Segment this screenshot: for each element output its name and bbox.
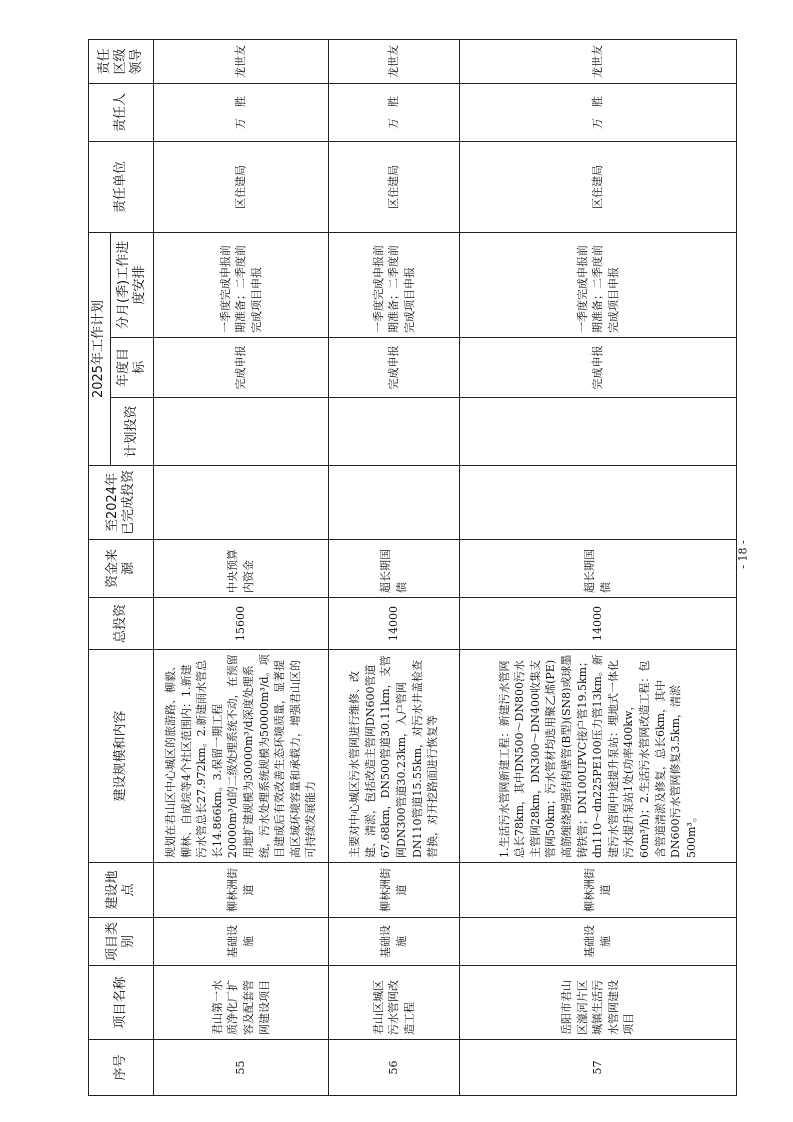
cell-unit: 区住建局 xyxy=(154,141,329,232)
header-location: 建设地点 xyxy=(89,863,154,918)
cell-person: 万 胜 xyxy=(460,83,737,141)
header-seq: 序号 xyxy=(89,1040,154,1096)
header-fund: 资金来源 xyxy=(89,540,154,598)
header-year-goal: 年度目标 xyxy=(111,338,154,398)
cell-seq: 56 xyxy=(329,1040,460,1096)
cell-name: 君山第一水质净化厂扩容及配套管网建设项目 xyxy=(154,966,329,1040)
cell-fund: 中央预算内资金 xyxy=(154,540,329,598)
rotated-table-container xyxy=(88,44,736,1096)
cell-person: 万 胜 xyxy=(329,83,460,141)
table-header xyxy=(89,39,154,1095)
cell-location: 柳林洲街道 xyxy=(154,863,329,918)
cell-unit: 区住建局 xyxy=(460,141,737,232)
header-plan-group: 2025年工作计划 xyxy=(89,232,111,465)
header-total: 总投资 xyxy=(89,598,154,650)
table-row xyxy=(154,39,329,1095)
cell-unit: 区住建局 xyxy=(329,141,460,232)
cell-scope: 主要对中心城区污水管网进行维修、改建、清淤，包括改造主管网DN600管道67.68km，DN500管道30.11km，支管网DN300管道30.23km，入户管网DN110管道15.55km，对污水井盖检查替换，对开挖路面进行恢复等 xyxy=(329,650,460,863)
table-row xyxy=(460,39,737,1095)
cell-category: 基础设施 xyxy=(329,918,460,966)
cell-leader: 龙世友 xyxy=(154,39,329,83)
cell-leader: 龙世友 xyxy=(460,39,737,83)
cell-fund: 超长期国债 xyxy=(329,540,460,598)
header-scope: 建设规模和内容 xyxy=(89,650,154,863)
cell-plan-invest xyxy=(329,398,460,466)
cell-done2024 xyxy=(154,466,329,540)
page-number: - 18 - xyxy=(736,540,750,569)
cell-done2024 xyxy=(460,466,737,540)
cell-leader: 龙世友 xyxy=(329,39,460,83)
cell-name: 岳阳市君山区濠河片区城镇生活污水管网建设项目 xyxy=(460,966,737,1040)
header-person: 责任人 xyxy=(89,83,154,141)
cell-scope: 1.生活污水管网新建工程：新建污水管网总长78km，其中DN500～DN800污水主管网28km，DN300～DN400收集支管网50km；污水管材均选用聚乙烯(PE)高筋缠绕增强结构壁管(B型)(SN8)或球墨铸铁管；DN100UPVC接户管19.5km；dn110～dn225PE100压力管13km。新建污水管网中途提升泵站：埋地式一体化污水提升泵站1处(功率400kw，60m³/h)；2.生活污水管网改造工程：包含管道清淤及修复，总长6km，其中DN600污水管网修复3.5km，清淤500m³。 xyxy=(460,650,737,863)
cell-total: 14000 xyxy=(329,598,460,650)
cell-schedule: 一季度完成申报前期准备；二季度前完成项目申报 xyxy=(460,232,737,337)
cell-year-goal: 完成申报 xyxy=(460,338,737,398)
cell-schedule: 一季度完成申报前期准备；二季度前完成项目申报 xyxy=(154,232,329,337)
cell-location: 柳林洲街道 xyxy=(329,863,460,918)
project-plan-table xyxy=(88,39,737,1096)
cell-category: 基础设施 xyxy=(460,918,737,966)
cell-done2024 xyxy=(329,466,460,540)
cell-schedule: 一季度完成申报前期准备；二季度前完成项目申报 xyxy=(329,232,460,337)
header-category: 项目类别 xyxy=(89,918,154,966)
header-done2024: 至2024年已完成投资 xyxy=(89,466,154,540)
cell-person: 万 胜 xyxy=(154,83,329,141)
cell-name: 君山区城区污水管网改造工程 xyxy=(329,966,460,1040)
cell-fund: 超长期国债 xyxy=(460,540,737,598)
header-row xyxy=(89,39,111,1095)
header-plan-invest: 计划投资 xyxy=(111,398,154,466)
cell-category: 基础设施 xyxy=(154,918,329,966)
cell-year-goal: 完成申报 xyxy=(154,338,329,398)
cell-scope: 规划在君山区中心城区的旅游路、柳毅、柳林、自成垸等4个社区范围内：1.新建污水管总长27.972km。2.新建雨水管总长14.866km。3.保留一期工程20000m³/d的二级处理系统不动，在预留用地扩建规模为30000m³/d深度处理系统，污水处理系统规模为50000m³/d。项目建成后有效改善生态环境质量，显著提高区域环境容量和承载力，增强君山区的可持续发展能力 xyxy=(154,650,329,863)
cell-total: 15600 xyxy=(154,598,329,650)
header-schedule: 分月(季)工作进度安排 xyxy=(111,232,154,337)
header-leader: 责任区级领导 xyxy=(89,39,154,83)
cell-plan-invest xyxy=(154,398,329,466)
cell-plan-invest xyxy=(460,398,737,466)
header-name: 项目名称 xyxy=(89,966,154,1040)
cell-seq: 55 xyxy=(154,1040,329,1096)
cell-year-goal: 完成申报 xyxy=(329,338,460,398)
cell-total: 14000 xyxy=(460,598,737,650)
cell-seq: 57 xyxy=(460,1040,737,1096)
cell-location: 柳林洲街道 xyxy=(460,863,737,918)
table-row xyxy=(329,39,460,1095)
table-body xyxy=(154,39,737,1095)
header-unit: 责任单位 xyxy=(89,141,154,232)
